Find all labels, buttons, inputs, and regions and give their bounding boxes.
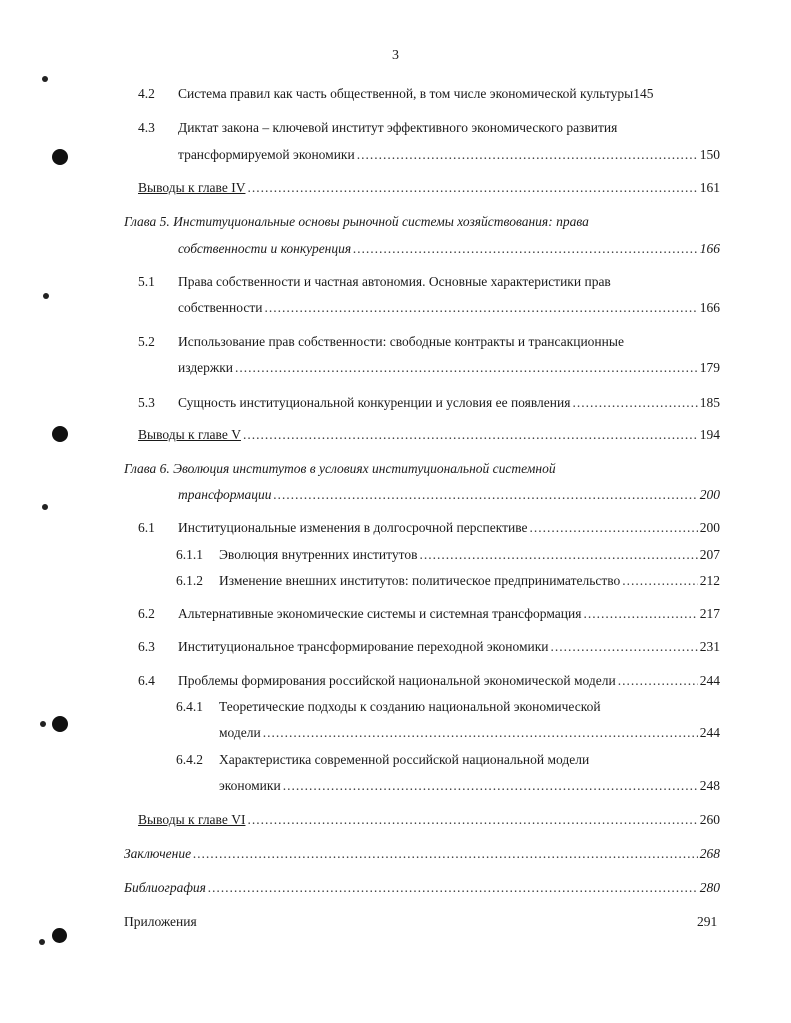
leader-dots xyxy=(247,810,697,830)
toc-text-5-1-line1: Права собственности и частная автономия. Основные характеристики прав xyxy=(178,274,611,289)
toc-page-6-4: 244 xyxy=(699,673,720,688)
leader-dots xyxy=(243,425,698,445)
toc-page-6-1-1: 207 xyxy=(699,547,720,562)
toc-page-conclusions-6: 260 xyxy=(699,812,720,827)
leader-dots xyxy=(551,637,698,657)
toc-page-conclusions-4: 161 xyxy=(699,180,720,195)
leader-dots xyxy=(193,844,698,864)
toc-num-6-3: 6.3 xyxy=(138,639,155,654)
toc-page-6-2: 217 xyxy=(699,606,720,621)
toc-num-4-3: 4.3 xyxy=(138,120,155,135)
leader-dots xyxy=(273,485,697,505)
toc-entry-6-4-2 xyxy=(219,776,720,796)
toc-page-conclusion: 268 xyxy=(699,846,720,861)
toc-num-6-2: 6.2 xyxy=(138,606,155,621)
toc-num-6-1-2: 6.1.2 xyxy=(176,573,203,588)
scan-speck xyxy=(40,721,46,727)
toc-text-4-3-line2: трансформируемой экономики xyxy=(178,147,355,162)
toc-page-chapter-6: 200 xyxy=(699,487,720,502)
toc-text-6-4: Проблемы формирования российской национальной экономической модели xyxy=(178,673,616,688)
toc-text-appendices: Приложения xyxy=(124,914,197,929)
toc-entry-6-4 xyxy=(178,671,720,691)
toc-text-5-1-line2: собственности xyxy=(178,300,263,315)
leader-dots xyxy=(283,776,698,796)
binder-hole xyxy=(52,426,68,442)
toc-text-conclusions-5: Выводы к главе V xyxy=(138,427,241,442)
toc-page-6-1: 200 xyxy=(699,520,720,535)
toc-page-6-4-1: 244 xyxy=(699,725,720,740)
toc-page-5-3: 185 xyxy=(699,395,720,410)
toc-entry-6-1-1 xyxy=(219,545,720,565)
toc-chapter-6-line2: трансформации xyxy=(178,487,272,502)
toc-entry-chapter-6 xyxy=(178,485,720,505)
toc-num-6-4: 6.4 xyxy=(138,673,155,688)
toc-entry-conclusions-5 xyxy=(138,425,720,445)
toc-text-bibliography: Библиография xyxy=(124,880,206,895)
toc-entry-4-3 xyxy=(178,145,720,165)
toc-entry-conclusions-6 xyxy=(138,810,720,830)
toc-entry-6-2 xyxy=(178,604,720,624)
leader-dots xyxy=(353,239,698,259)
toc-entry-6-4-1 xyxy=(219,723,720,743)
toc-num-6-1: 6.1 xyxy=(138,520,155,535)
binder-hole xyxy=(52,928,67,943)
toc-chapter-5-line2: собственности и конкуренция xyxy=(178,241,352,256)
toc-num-5-2: 5.2 xyxy=(138,334,155,349)
toc-text-6-3: Институциональное трансформирование переходной экономики xyxy=(178,639,549,654)
leader-dots xyxy=(247,178,697,198)
toc-entry-5-3 xyxy=(178,393,720,413)
leader-dots xyxy=(572,393,697,413)
toc-entry-conclusions-4 xyxy=(138,178,720,198)
page-number: 3 xyxy=(392,48,399,63)
toc-page-4-3: 150 xyxy=(699,147,720,162)
toc-text-5-2-line1: Использование прав собственности: свободные контракты и трансакционные xyxy=(178,334,624,349)
toc-page-5-2: 179 xyxy=(699,360,720,375)
leader-dots xyxy=(530,518,698,538)
binder-hole xyxy=(52,149,68,165)
toc-text-6-1-1: Эволюция внутренних институтов xyxy=(219,547,418,562)
toc-text-4-3-line1: Диктат закона – ключевой институт эффективного экономического развития xyxy=(178,120,618,135)
leader-dots xyxy=(583,604,697,624)
toc-text-4-2: Система правил как часть общественной, в том числе экономической культуры xyxy=(178,86,634,101)
toc-entry-6-1-2 xyxy=(219,571,720,591)
leader-dots xyxy=(208,878,698,898)
toc-text-6-4-1-line1: Теоретические подходы к созданию национальной экономической xyxy=(219,699,601,714)
leader-dots xyxy=(263,723,698,743)
scan-speck xyxy=(43,293,49,299)
toc-page-appendices: 291 xyxy=(697,914,718,929)
toc-text-6-4-2-line1: Характеристика современной российской национальной модели xyxy=(219,752,590,767)
toc-text-6-4-1-line2: модели xyxy=(219,725,261,740)
toc-num-5-3: 5.3 xyxy=(138,395,155,410)
toc-entry-5-1 xyxy=(178,298,720,318)
toc-text-conclusions-6: Выводы к главе VI xyxy=(138,812,246,827)
toc-page-bibliography: 280 xyxy=(699,880,720,895)
toc-num-6-1-1: 6.1.1 xyxy=(176,547,203,562)
toc-page-6-1-2: 212 xyxy=(699,573,720,588)
scan-speck xyxy=(39,939,45,945)
toc-entry-chapter-5 xyxy=(178,239,720,259)
toc-page-chapter-5: 166 xyxy=(699,241,720,256)
toc-chapter-5-line1: Глава 5. Институциональные основы рыночной системы хозяйствования: права xyxy=(124,214,589,229)
toc-entry-5-2 xyxy=(178,358,720,378)
toc-num-6-4-2: 6.4.2 xyxy=(176,752,203,767)
toc-chapter-6-line1: Глава 6. Эволюция институтов в условиях институциональной системной xyxy=(124,461,556,476)
toc-text-5-2-line2: издержки xyxy=(178,360,234,375)
toc-page-conclusions-5: 194 xyxy=(699,427,720,442)
toc-text-6-1: Институциональные изменения в долгосрочной перспективе xyxy=(178,520,528,535)
toc-page-6-4-2: 248 xyxy=(699,778,720,793)
toc-page-5-1: 166 xyxy=(699,300,720,315)
scan-speck xyxy=(42,76,48,82)
toc-num-4-2: 4.2 xyxy=(138,86,155,101)
toc-text-conclusion: Заключение xyxy=(124,846,192,861)
toc-num-6-4-1: 6.4.1 xyxy=(176,699,203,714)
leader-dots xyxy=(235,358,698,378)
scan-speck xyxy=(42,504,48,510)
toc-num-5-1: 5.1 xyxy=(138,274,155,289)
toc-entry-6-3 xyxy=(178,637,720,657)
leader-dots xyxy=(622,571,697,591)
toc-text-conclusions-4: Выводы к главе IV xyxy=(138,180,246,195)
toc-text-6-1-2: Изменение внешних институтов: политическое предпринимательство xyxy=(219,573,621,588)
toc-entry-conclusion xyxy=(124,844,720,864)
toc-text-6-2: Альтернативные экономические системы и системная трансформация xyxy=(178,606,582,621)
toc-page-6-3: 231 xyxy=(699,639,720,654)
binder-hole xyxy=(52,716,68,732)
toc-entry-bibliography xyxy=(124,878,720,898)
toc-entry-4-2 xyxy=(178,84,653,104)
toc-text-6-4-2-line2: экономики xyxy=(219,778,281,793)
toc-page-4-2: 145 xyxy=(633,86,654,101)
leader-dots xyxy=(618,671,698,691)
toc-text-5-3: Сущность институциональной конкуренции и условия ее появления xyxy=(178,395,571,410)
leader-dots xyxy=(264,298,697,318)
leader-dots xyxy=(419,545,697,565)
toc-entry-6-1 xyxy=(178,518,720,538)
leader-dots xyxy=(357,145,698,165)
